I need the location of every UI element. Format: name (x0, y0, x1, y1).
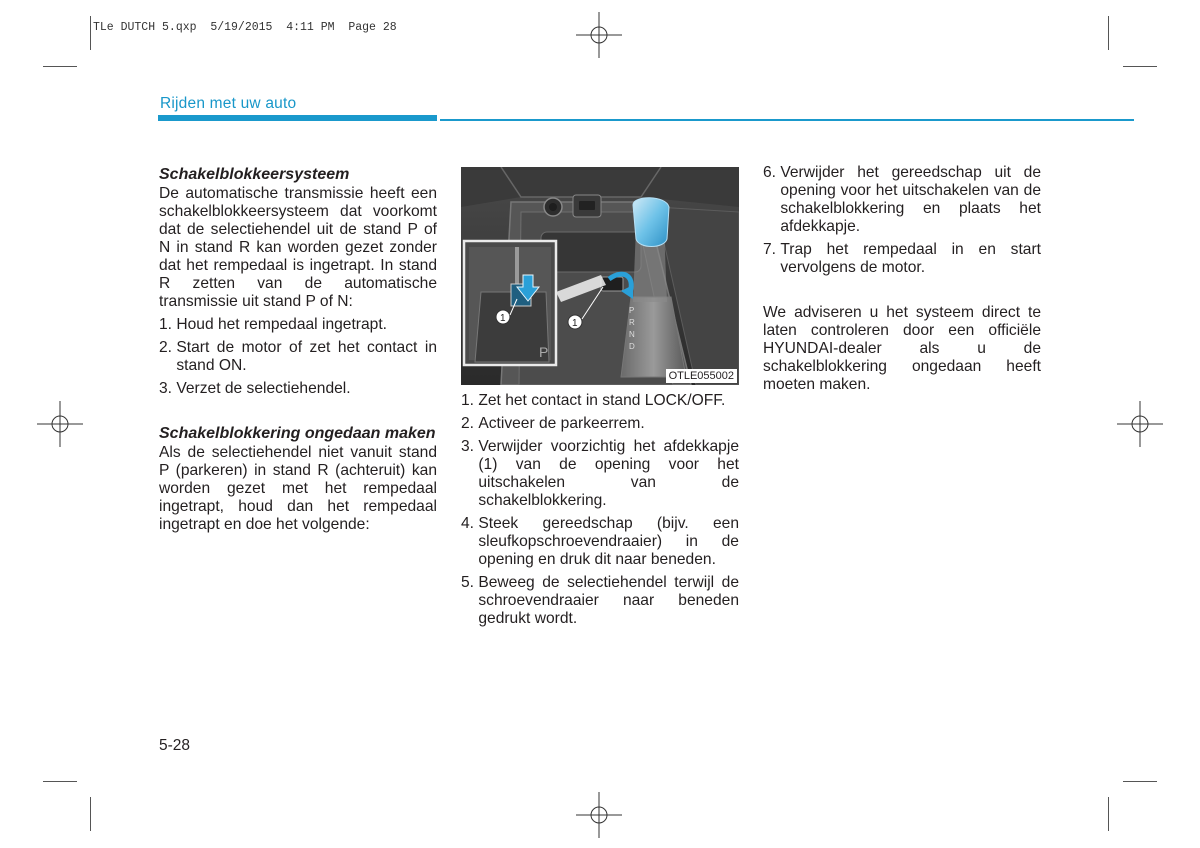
crop-mark (1108, 797, 1109, 831)
list-item: 7. Trap het rempedaal in en start vervolgens de motor. (763, 241, 1041, 276)
list-item: 4. Steek gereedschap (bijv. een sleufkopschroevendraaier) in de opening en druk dit naar beneden. (461, 515, 739, 568)
registration-mark-left (37, 401, 83, 447)
heading-shift-lock: Schakelblokkeersysteem (159, 166, 350, 183)
list-item: 5. Beweeg de selectiehendel terwijl de schroevendraaier naar beneden gedrukt wordt. (461, 574, 739, 627)
list-item: 1. Zet het contact in stand LOCK/OFF. (461, 392, 726, 409)
gear-letter: P (629, 306, 635, 315)
heading-shift-lock-release: Schakelblokkering ongedaan maken (159, 425, 436, 442)
figure-code: OTLE055002 (666, 369, 737, 383)
section-title: Rijden met uw auto (160, 95, 297, 112)
list-item: 6. Verwijder het gereedschap uit de opening voor het uitschakelen van de schakelblokkering en plaats het afdekkapje. (763, 164, 1041, 235)
crop-mark (1123, 781, 1157, 782)
crop-mark (90, 797, 91, 831)
callout-number-inset: 1 (500, 313, 506, 324)
registration-mark-right (1117, 401, 1163, 447)
registration-mark-bottom (576, 792, 622, 838)
gear-letter: R (629, 318, 635, 327)
gear-letter-inset: P (539, 344, 549, 360)
list-item: 2. Activeer de parkeerrem. (461, 415, 645, 432)
print-slug: TLe DUTCH 5.qxp 5/19/2015 4:11 PM Page 28 (93, 21, 397, 34)
shift-lock-release-illustration (461, 167, 739, 385)
crop-mark (90, 16, 91, 50)
middle-column (461, 392, 739, 628)
header-rule-thin (440, 119, 1134, 121)
right-column (763, 164, 1041, 394)
registration-mark-top (576, 12, 622, 58)
gear-letter: D (629, 342, 635, 351)
crop-mark (43, 781, 77, 782)
advice-paragraph: We adviseren u het systeem direct te laten controleren door een officiële HYUNDAI-dealer als u de schakelblokkering ongedaan heeft moeten maken. (763, 304, 1041, 393)
page-number: 5-28 (159, 737, 191, 754)
gear-console-drawing (461, 167, 739, 385)
crop-mark (1108, 16, 1109, 50)
left-column (159, 166, 437, 534)
release-paragraph: Als de selectiehendel niet vanuit stand P (parkeren) in stand R (achteruit) kan worden gezet met het rempedaal ingetrapt, houd dan het rempedaal ingetrapt en doe het volgende: (159, 444, 437, 533)
list-item: 3. Verzet de selectiehendel. (159, 380, 351, 397)
header-rule-thick (158, 115, 437, 121)
callout-number: 1 (572, 318, 578, 329)
list-item: 1. Houd het rempedaal ingetrapt. (159, 316, 387, 333)
list-item: 2. Start de motor of zet het contact in stand ON. (159, 339, 437, 374)
gear-letter: N (629, 330, 635, 339)
intro-paragraph: De automatische transmissie heeft een schakelblokkeersysteem dat voorkomt dat de selectiehendel uit de stand P of N in stand R kan worden gezet zonder dat het rempedaal is ingetrapt. In stand R zetten van de automatische transmissie uit stand P of N: (159, 185, 437, 310)
crop-mark (1123, 66, 1157, 67)
list-item: 3. Verwijder voorzichtig het afdekkapje (1) van de opening voor het uitschakelen van de schakelblokkering. (461, 438, 739, 509)
crop-mark (43, 66, 77, 67)
